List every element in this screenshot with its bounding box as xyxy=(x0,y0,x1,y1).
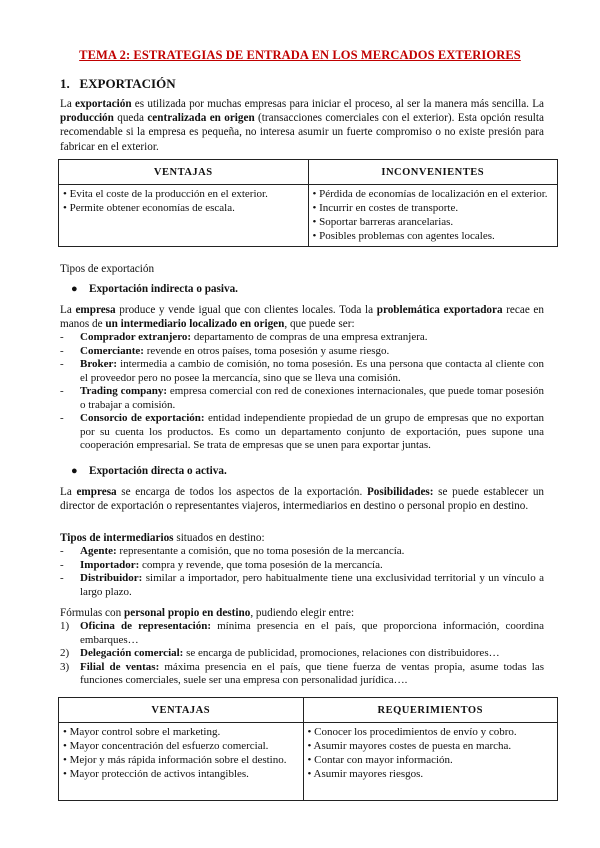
table-header: VENTAJAS xyxy=(59,160,309,185)
text: La xyxy=(60,304,76,316)
desc: departamento de compras de una empresa extranjera. xyxy=(191,331,428,343)
desc: máxima presencia en el país, que tiene fuerza de ventas propia, asume todas las funciones comerciales, suele ser una empresa con personalidad jurídica…. xyxy=(80,660,544,686)
text: se encarga de todos los aspectos de la exportación. xyxy=(116,486,367,498)
bullet-directa xyxy=(71,465,227,477)
term: Delegación comercial: xyxy=(80,647,184,659)
term: Agente: xyxy=(80,545,117,557)
bullet-text: Exportación directa o activa. xyxy=(89,465,227,477)
list-item xyxy=(60,620,544,647)
table-cell xyxy=(303,723,558,801)
term: Broker: xyxy=(80,358,118,370)
desc: similar a importador, pero habitualmente tiene una exclusividad territorial y un vínculo a largo plazo. xyxy=(80,572,544,598)
desc: compra y revende, que toma posesión de la mercancía. xyxy=(139,558,383,571)
intermediarios-origen-list xyxy=(60,331,544,453)
table-header: VENTAJAS xyxy=(59,698,304,723)
text: La xyxy=(60,98,76,110)
tipos-intermediarios-label xyxy=(60,531,544,545)
list-item: • Evita el coste de la producción en el exterior. xyxy=(63,188,268,200)
list-item: • Posibles problemas con agentes locales. xyxy=(312,230,495,242)
desc: intermedia a cambio de comisión, no toma posesión. Es una persona que contacta al cliente con el proveedor pero no posee la mercancía, sino que se lleva una comisión. xyxy=(80,358,544,384)
text: La xyxy=(60,486,77,498)
term: Distribuidor: xyxy=(80,572,143,584)
term: Importador: xyxy=(80,558,140,571)
desc: revende en otros países, toma posesión y asume riesgo. xyxy=(143,344,390,357)
formulas-label xyxy=(60,606,544,620)
list-item: - Consorcio de exportación: entidad independiente propiedad de un grupo de empresas que no exportan por su cuenta los productos. Es como un departamento conjunto de exportación, pues supone una cooperación empresarial. Se trata de empresas que se unen para exportar juntas. xyxy=(60,412,544,451)
section-title: EXPORTACIÓN xyxy=(79,76,176,91)
list-item: - Distribuidor: similar a importador, pero habitualmente tiene una exclusividad territorial y un vínculo a largo plazo. xyxy=(60,572,544,598)
intermediarios-destino-list xyxy=(60,545,544,599)
bold-text: problemática exportadora xyxy=(376,304,503,316)
list-item: • Mayor protección de activos intangibles. xyxy=(63,768,249,780)
page-title: TEMA 2: ESTRATEGIAS DE ENTRADA EN LOS MERCADOS EXTERIORES xyxy=(79,48,521,62)
desc: mínima presencia en el país, que proporciona información, coordina embarques… xyxy=(80,620,544,646)
text: queda xyxy=(113,112,148,125)
table-cell xyxy=(59,723,304,801)
text: Fórmulas con xyxy=(60,607,125,619)
list-item: - Trading company: empresa comercial con red de conexiones internacionales, que puede tomar posesión o trabajar a comisión. xyxy=(60,385,545,411)
bold-text: centralizada en origen xyxy=(147,112,255,125)
text: (transacciones comerciales con el exterior). Esta opción resulta recomendable si la empresa es pequeña, no interesa asumir un fuerte compromiso o no existe presión para fabricar en el exterior. xyxy=(60,112,544,153)
list-item: - Importador: compra y revende, que toma posesión de la mercancía. xyxy=(60,558,383,571)
bold-text: producción xyxy=(60,112,114,125)
table-cell xyxy=(59,185,309,247)
table-cell xyxy=(308,185,558,247)
text: se puede establecer un director de exportación o representantes viajeros, intermediarios en destino o personal propio en destino. xyxy=(60,486,545,513)
bullet-text: Exportación indirecta o pasiva. xyxy=(89,283,238,295)
bold-text: Posibilidades: xyxy=(366,486,434,498)
indirecta-paragraph xyxy=(60,303,544,331)
section-number: 1. xyxy=(60,76,70,91)
advantages-table-2 xyxy=(58,697,558,801)
list-item: • Permite obtener economías de escala. xyxy=(63,202,235,214)
text: , pudiendo elegir entre: xyxy=(250,607,355,619)
bullet-indirecta xyxy=(71,283,238,295)
bullet-dot-icon: ● xyxy=(71,283,78,295)
term: Trading company: xyxy=(80,385,168,397)
bold-text: exportación xyxy=(75,98,132,110)
list-item: • Soportar barreras arancelarias. xyxy=(312,216,454,228)
list-item: • Pérdida de economías de localización en el exterior. xyxy=(312,188,548,200)
desc: se encarga de publicidad, promociones, relaciones con distribuidores… xyxy=(183,647,500,659)
text: es utilizada por muchas empresas para iniciar el proceso, al ser la manera más sencilla. La xyxy=(131,98,544,110)
term: Oficina de representación: xyxy=(80,620,211,632)
advantages-table-1 xyxy=(58,159,558,247)
table-header: INCONVENIENTES xyxy=(308,160,558,185)
desc: entidad independiente propiedad de un grupo de empresas que no exportan por su cuenta los productos. Es como un departamento conjunto de exportación, pues supone una cooperación empresarial. Se trata de empresas que se unen para exportar juntas. xyxy=(80,412,544,451)
intro-paragraph xyxy=(60,97,544,154)
text: produce y vende igual que con clientes locales. Toda la xyxy=(115,304,377,316)
list-item: - Agente: representante a comisión, que no toma posesión de la mercancía. xyxy=(60,545,405,557)
table-header: REQUERIMIENTOS xyxy=(303,698,558,723)
bold-text: empresa xyxy=(76,486,117,498)
number: 3) xyxy=(60,660,70,673)
list-item: • Conocer los procedimientos de envío y cobro. xyxy=(307,726,517,738)
term: Filial de ventas: xyxy=(80,660,160,673)
list-item: - Broker: intermedia a cambio de comisión, no toma posesión. Es una persona que contacta al cliente con el proveedor pero no posee la mercancía, sino que se lleva una comisión. xyxy=(60,358,544,384)
desc: representante a comisión, que no toma posesión de la mercancía. xyxy=(116,545,405,557)
list-item: • Mayor control sobre el marketing. xyxy=(63,726,221,738)
list-item xyxy=(60,661,544,688)
bold-text: empresa xyxy=(75,304,116,316)
list-item: • Asumir mayores riesgos. xyxy=(307,768,424,780)
list-item: • Incurrir en costes de transporte. xyxy=(312,202,459,214)
bold-text: Tipos de intermediarios xyxy=(60,532,174,544)
list-item: - Comprador extranjero: departamento de compras de una empresa extranjera. xyxy=(60,331,428,343)
list-item: • Asumir mayores costes de puesta en marcha. xyxy=(307,740,512,752)
formulas-list xyxy=(60,620,544,688)
directa-paragraph xyxy=(60,485,544,513)
list-item: • Contar con mayor información. xyxy=(307,754,453,766)
text: situados en destino: xyxy=(173,532,265,544)
list-item: • Mejor y más rápida información sobre el destino. xyxy=(63,754,287,766)
term: Comerciante: xyxy=(80,344,144,357)
term: Consorcio de exportación: xyxy=(80,412,205,424)
tipos-label: Tipos de exportación xyxy=(60,263,155,275)
text: , que puede ser: xyxy=(284,318,355,331)
bold-text: personal propio en destino xyxy=(124,607,251,619)
section-heading xyxy=(60,76,176,92)
bold-text: un intermediario localizado en origen xyxy=(105,318,285,331)
number: 1) xyxy=(60,620,70,632)
list-item: - Comerciante: revende en otros países, toma posesión y asume riesgo. xyxy=(60,344,390,357)
desc: empresa comercial con red de conexiones internacionales, que puede tomar posesión o trabajar a comisión. xyxy=(80,385,545,411)
bullet-dot-icon: ● xyxy=(71,465,78,477)
text: recae en manos de xyxy=(60,304,544,331)
list-item: • Mayor concentración del esfuerzo comercial. xyxy=(63,740,269,752)
term: Comprador extranjero: xyxy=(80,331,192,343)
list-item xyxy=(60,647,544,661)
number: 2) xyxy=(60,647,70,659)
